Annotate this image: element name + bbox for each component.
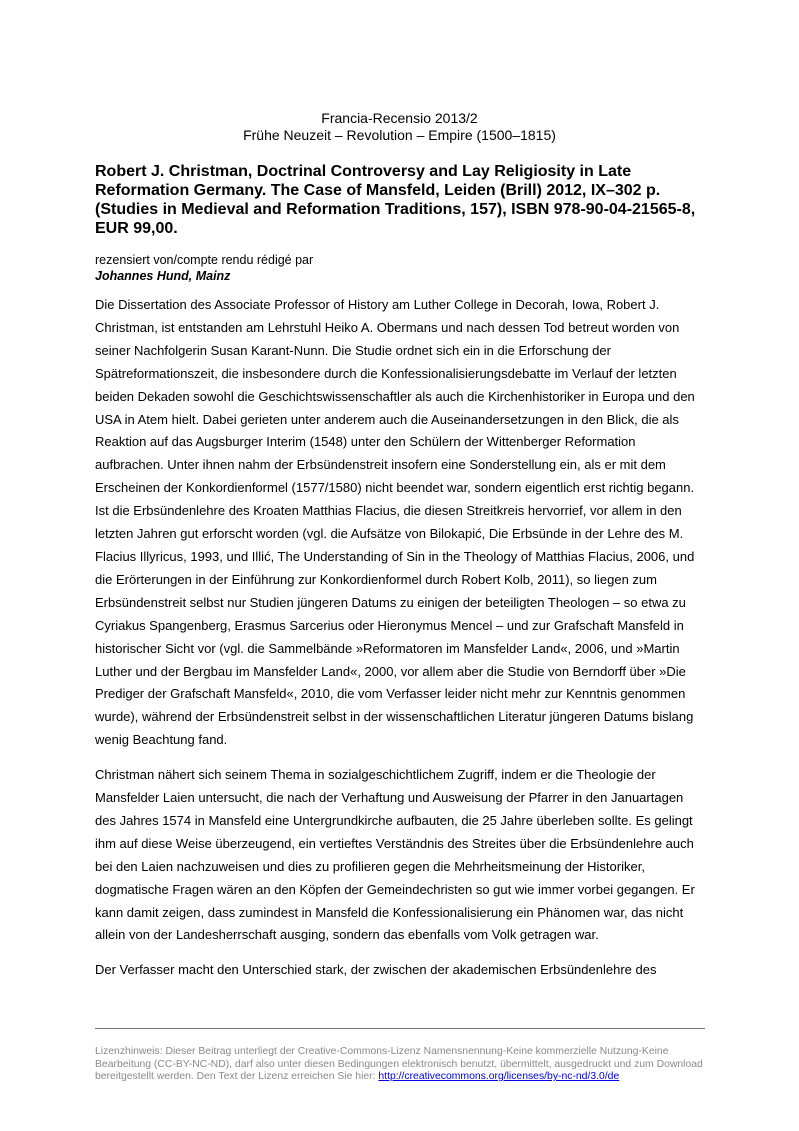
journal-issue: Francia-Recensio 2013/2 [321, 110, 478, 126]
license-link[interactable]: http://creativecommons.org/licenses/by-nc-nd/3.0/de [378, 1071, 620, 1083]
paragraph: Der Verfasser macht den Unterschied stark, der zwischen der akademischen Erbsündenlehre des [95, 962, 657, 978]
paragraph: Die Dissertation des Associate Professor of History am Luther College in Decorah, Iowa, Robert J. Christman, ist entstanden am Lehrstuhl Heiko A. Obermans und nach dessen Tod betreut worden von seiner Nachfolgerin Susan Karant-Nunn. Die Studie ordnet sich ein in die Erforschung der Spätreformationszeit, die insbesondere durch die Konfessionalisierungsdebatte im Verlauf der letzten beiden Dekaden sowohl die Geschichtswissenschaftler als auch die Kirchenhistoriker in Europa und den USA in Atem hielt. Dabei gerieten unter anderem auch die Auseinandersetzungen in den Blick, die als Reaktion auf das Augsburger Interim (1548) unter den Schülern der Wittenberger Reformation aufbrachen. Unter ihnen nahm der Erbsündenstreit insofern eine Sonderstellung ein, als er mit dem Erscheinen der Konkordienformel (1577/1580) nicht beendet war, sondern eigentlich erst richtig begann. Ist die Erbsündenlehre des Kroaten Matthias Flacius, die diesen Streitkreis hervorrief, vor allem in den letzten Jahren gut erforscht worden (vgl. die Aufsätze von Bilokapić, Die Erbsünde in der Lehre des M. Flacius Illyricus, 1993, und Illić, The Understanding of Sin in the Theology of Matthias Flacius, 2006, und die Erörterungen in der Einführung zur Konkordienformel durch Robert Kolb, 2011), so liegen zum Erbsündenstreit selbst nur Studien jüngeren Datums zu einigen der beteiligten Theologen – so etwa zu Cyriakus Spangenberg, Erasmus Sarcerius oder Hieronymus Mencel – und zur Grafschaft Mansfeld in historischer Sicht vor (vgl. die Sammelbände »Reformatoren im Mansfelder Land«, 2006, und »Martin Luther und der Bergbau im Mansfelder Land«, 2000, vor allem aber die Studie von Berndorff über »Die Prediger der Grafschaft Mansfeld«, 2010, die vom Verfasser leider nicht mehr zur Kenntnis genommen wurde), während der Erbsündenstreit selbst in der wissenschaftlichen Literatur jüngeren Datums bislang wenig Beachtung fand. [95, 297, 695, 748]
review-body [95, 294, 707, 994]
byline [95, 252, 313, 284]
reviewer-name: Johannes Hund, Mainz [95, 269, 231, 283]
license-text: Lizenzhinweis: Dieser Beitrag unterliegt der Creative-Commons-Lizenz Namensnennung-Keine kommerzielle Nutzung-Keine Bearbeitung (CC-BY-NC-ND), darf also unter diesen Bedingungen elektronisch benutzt, übermittelt, ausgedruckt und zum Download bereitgestellt werden. Den Text der Lizenz erreichen Sie hier: [95, 1046, 703, 1083]
license-footer [95, 1046, 710, 1084]
paragraph: Christman nähert sich seinem Thema in sozialgeschichtlichem Zugriff, indem er die Theologie der Mansfelder Laien untersucht, die nach der Verhaftung und Ausweisung der Pfarrer in den Januartagen des Jahres 1574 in Mansfeld eine Untergrundkirche aufbauten, die 25 Jahre überleben sollte. Es gelingt ihm auf diese Weise überzeugend, ein vertieftes Verständnis des Streites über die Erbsündenlehre auch bei den Laien nachzuweisen und dies zu profilieren gegen die Mehrheitsmeinung der Historiker, dogmatische Fragen wären an den Köpfen der Gemeindechristen so gut wie immer vorbei gegangen. Er kann damit zeigen, dass zumindest in Mansfeld die Konfessionalisierung ein Phänomen war, das nicht allein von der Landesherrschaft ausging, sondern das ebenfalls vom Volk getragen war. [95, 767, 695, 943]
journal-header [0, 110, 799, 144]
journal-section: Frühe Neuzeit – Revolution – Empire (1500–1815) [243, 127, 556, 143]
review-title: Robert J. Christman, Doctrinal Controversy and Lay Religiosity in Late Reformation Germany. The Case of Mansfeld, Leiden (Brill) 2012, IX–302 p. (Studies in Medieval and Reformation Traditions, 157), ISBN 978-90-04-21565-8, EUR 99,00. [95, 163, 696, 237]
reviewer-label: rezensiert von/compte rendu rédigé par [95, 253, 314, 267]
footer-divider [95, 1028, 705, 1029]
